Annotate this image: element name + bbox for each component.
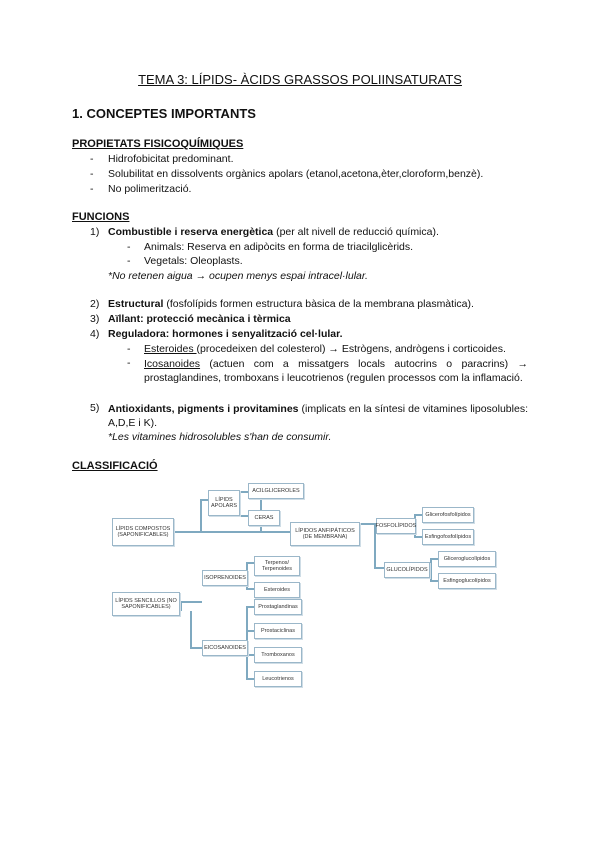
connector — [246, 562, 254, 564]
connector — [190, 647, 202, 649]
function-5-note: *Les vitamines hidrosolubles s'han de consumir. — [108, 431, 332, 443]
box-fosfolipids: FOSFOLÍPIDOS — [376, 518, 416, 534]
box-glucolipids: GLUCOLÍPIDOS — [384, 562, 430, 578]
connector — [246, 606, 254, 608]
connector — [180, 601, 202, 603]
box-terpenos: Terpenos/ Terpenoides — [254, 556, 300, 576]
function-4-sub-steroids: - Esteroides (procedeixen del colesterol) → Estrògens, andrògens i corticoides. — [127, 343, 506, 355]
box-lipids-compostos: LÍPIDS COMPOSTOS (SAPONIFICABLES) — [112, 518, 174, 546]
connector — [414, 514, 422, 516]
box-prostaglandinas: Prostaglandinas — [254, 599, 302, 615]
connector — [260, 531, 290, 533]
list-item: - Hidrofobicitat predominant. — [90, 153, 234, 165]
box-glicerofosfolipids: Glicerofosfolípidos — [422, 507, 474, 523]
function-3: 3) Aïllant: protecció mecànica i tèrmica — [90, 313, 291, 325]
connector — [430, 558, 432, 582]
box-lipids-apolars: LÍPIDS APOLARS — [208, 490, 240, 516]
box-anfipatics: LÍPIDOS ANFIPÁTICOS (DE MEMBRANA) — [290, 522, 360, 546]
function-5-number: 5) — [90, 402, 100, 414]
function-5: Antioxidants, pigments i provitamines (implicats en la síntesi de vitamines liposolubles: A,D,E i K). — [108, 403, 528, 429]
section-heading-concepts: 1. CONCEPTES IMPORTANTS — [72, 106, 256, 121]
connector — [246, 630, 254, 632]
box-gliceroglucolipids: Gliceroglucolípidos — [438, 551, 496, 567]
connector — [172, 531, 262, 533]
function-1-sub: - Vegetals: Oleoplasts. — [127, 255, 243, 267]
connector — [430, 580, 438, 582]
connector — [200, 499, 208, 501]
function-4: 4) Reguladora: hormones i senyalització cel·lular. — [90, 328, 343, 340]
box-ceras: CERAS — [248, 510, 280, 526]
box-esfingoglucolipids: Esfingoglucolípidos — [438, 573, 496, 589]
connector — [246, 678, 254, 680]
connector — [374, 567, 384, 569]
box-esteroides: Esteroides — [254, 582, 300, 598]
box-tromboxanos: Tromboxanos — [254, 647, 302, 663]
connector — [414, 536, 422, 538]
function-4-sub-icosanoids: Icosanoides (actuen com a missatgers locals autocrins o paracrins) → prostaglandines, tromboxans i leucotrienos (regulen processos com la inflamació. — [144, 358, 528, 384]
box-isoprenoides: ISOPRENOIDES — [202, 570, 248, 586]
box-prostaciclinas: Prostaciclinas — [254, 623, 302, 639]
heading-properties: PROPIETATS FISICOQUÍMIQUES — [72, 138, 244, 150]
heading-classification: CLASSIFICACIÓ — [72, 460, 158, 472]
box-acilglicerols: ACILGLICEROLES — [248, 483, 304, 499]
list-item: - No polimerització. — [90, 183, 192, 195]
connector — [190, 611, 192, 649]
function-2: 2) Estructural (fosfolípids formen estructura bàsica de la membrana plasmàtica). — [90, 298, 474, 310]
connector — [430, 558, 438, 560]
function-1-note: *No retenen aigua → ocupen menys espai intracel·lular. — [108, 270, 368, 282]
heading-functions: FUNCIONS — [72, 211, 130, 223]
function-1-sub: - Animals: Reserva en adipòcits en forma de triacilglicèrids. — [127, 241, 414, 253]
classification-diagram — [110, 478, 500, 688]
box-eicosanoides: EICOSANOIDES — [202, 640, 248, 656]
box-leucotrienos: Leucotrienos — [254, 671, 302, 687]
list-item: - Solubilitat en dissolvents orgànics apolars (etanol,acetona,èter,cloroform,benzè). — [90, 168, 484, 180]
function-1: 1) Combustible i reserva energètica (per alt nivell de reducció química). — [90, 226, 439, 238]
connector — [200, 499, 202, 533]
box-lipids-senzills: LÍPIDS SENCILLOS (NO SAPONIFICABLES) — [112, 592, 180, 616]
page-title: TEMA 3: LÍPIDS- ÀCIDS GRASSOS POLIINSATURATS — [138, 72, 462, 87]
box-esfingofosfolipids: Esfingofosfolípidos — [422, 529, 474, 545]
connector — [246, 588, 254, 590]
